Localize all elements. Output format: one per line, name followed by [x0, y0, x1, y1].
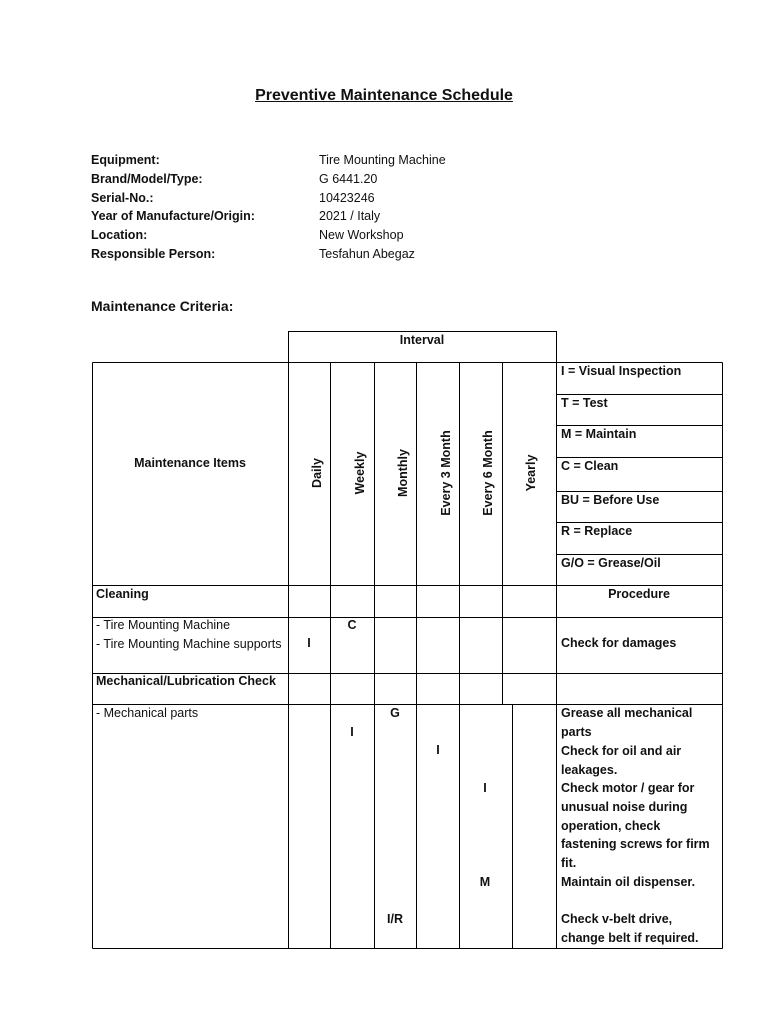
legend-item: I = Visual Inspection [561, 364, 682, 378]
mark-mechanical-every-6-bottom: M [479, 875, 491, 889]
section-mechanical: Mechanical/Lubrication Check [96, 674, 276, 688]
col-header-yearly: Yearly [524, 454, 538, 492]
mark-cleaning-weekly: C [347, 618, 357, 632]
interval-header: Interval [399, 333, 445, 347]
procedure-header: Procedure [608, 587, 670, 601]
col-header-monthly: Monthly [396, 449, 410, 497]
info-value-location: New Workshop [319, 228, 404, 242]
info-label-year: Year of Manufacture/Origin: [91, 209, 255, 223]
procedure-grease: Grease all mechanical parts [561, 706, 693, 739]
info-value-responsible: Tesfahun Abegaz [319, 247, 415, 261]
info-label-responsible: Responsible Person: [91, 247, 216, 261]
page-title: Preventive Maintenance Schedule [255, 87, 513, 104]
info-label-serial: Serial-No.: [91, 191, 154, 205]
procedure-cleaning: Check for damages [561, 636, 677, 650]
mechanical-items: - Mechanical parts [96, 706, 199, 720]
procedure-motor: Check motor / gear for unusual noise during operation, check fastening screws for firm fit. [561, 781, 710, 871]
mark-mechanical-monthly-bottom: I/R [387, 912, 403, 926]
legend-item: M = Maintain [561, 427, 637, 441]
mark-cleaning-daily: I [307, 636, 311, 650]
mark-mechanical-every-6-top: I [483, 781, 487, 795]
legend-item: T = Test [561, 396, 608, 410]
legend-item: G/O = Grease/Oil [561, 556, 661, 570]
legend-item: C = Clean [561, 459, 619, 473]
procedure-leakage: Check for oil and air leakages. [561, 744, 682, 777]
info-value-serial: 10423246 [319, 191, 375, 205]
cleaning-items: - Tire Mounting Machine - Tire Mounting Machine supports [96, 618, 282, 651]
col-header-every-3-month: Every 3 Month [439, 430, 453, 516]
legend-item: R = Replace [561, 524, 633, 538]
criteria-title: Maintenance Criteria: [91, 298, 234, 314]
info-value-equipment: Tire Mounting Machine [319, 153, 446, 167]
col-header-weekly: Weekly [353, 451, 367, 495]
mark-mechanical-monthly-top: G [390, 706, 400, 720]
info-label-brand: Brand/Model/Type: [91, 172, 203, 186]
mark-mechanical-weekly: I [350, 725, 354, 739]
procedure-vbelt: Check v-belt drive, change belt if required. [561, 912, 699, 945]
mark-mechanical-every-3: I [436, 743, 440, 757]
legend-item: BU = Before Use [561, 493, 660, 507]
col-header-every-6-month: Every 6 Month [481, 430, 495, 516]
col-header-daily: Daily [310, 458, 324, 488]
maintenance-items-header: Maintenance Items [134, 456, 246, 470]
info-label-location: Location: [91, 228, 148, 242]
procedure-oil-dispenser: Maintain oil dispenser. [561, 875, 696, 889]
info-label-equipment: Equipment: [91, 153, 160, 167]
section-cleaning: Cleaning [96, 587, 149, 601]
info-value-brand: G 6441.20 [319, 172, 378, 186]
info-value-year: 2021 / Italy [319, 209, 381, 223]
